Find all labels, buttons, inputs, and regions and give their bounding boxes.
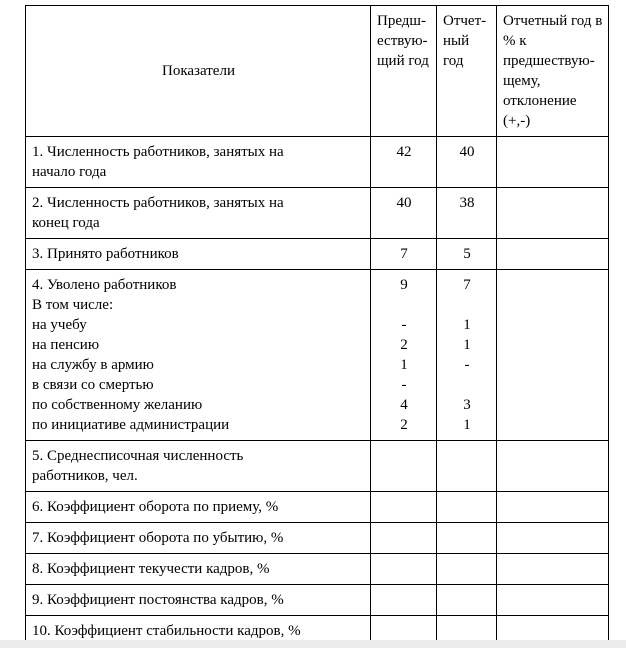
table-row [26, 239, 609, 270]
previous-year-cell [371, 554, 437, 585]
previous-year-value [377, 497, 431, 517]
percent-value [503, 590, 603, 610]
previous-year-cell [371, 523, 437, 554]
table-row [26, 270, 609, 441]
row-label-line: 9. Коэффициент постоянства кадров, % [32, 592, 284, 608]
reporting-year-value [443, 497, 491, 517]
previous-year-value [377, 528, 431, 548]
previous-year-cell [371, 270, 437, 441]
reporting-year-value [443, 621, 491, 641]
previous-year-value: 1 [400, 357, 408, 373]
row-label-line: 8. Коэффициент текучести кадров, % [32, 561, 270, 577]
percent-value [503, 244, 603, 264]
previous-year-cell [371, 441, 437, 492]
row-label-line: в связи со смертью [32, 377, 154, 393]
previous-year-value [377, 621, 431, 641]
previous-year-cell [371, 492, 437, 523]
previous-year-value: - [401, 317, 407, 333]
row-label-line: начало года [32, 164, 107, 180]
table-row [26, 441, 609, 492]
row-label-line: на пенсию [32, 337, 100, 353]
row-label-line: 3. Принято работников [32, 246, 179, 262]
reporting-year-cell [437, 523, 497, 554]
reporting-year-cell [437, 137, 497, 188]
row-label-cell [26, 188, 371, 239]
reporting-year-cell [437, 188, 497, 239]
table-header-row [26, 6, 609, 137]
reporting-year-cell [437, 492, 497, 523]
reporting-year-value: 1 [463, 317, 471, 333]
reporting-year-value [443, 295, 491, 315]
previous-year-value [377, 446, 431, 466]
percent-cell [497, 441, 609, 492]
reporting-year-value: 1 [463, 337, 471, 353]
row-label-line: 2. Численность работников, занятых на [32, 195, 284, 211]
percent-cell [497, 188, 609, 239]
row-label-cell [26, 585, 371, 616]
percent-cell [497, 492, 609, 523]
reporting-year-cell [437, 585, 497, 616]
row-label-cell [26, 523, 371, 554]
row-label-cell [26, 441, 371, 492]
percent-value [503, 497, 603, 517]
staff-indicators-table [25, 5, 609, 647]
reporting-year-value [443, 528, 491, 548]
percent-value [503, 446, 603, 466]
previous-year-value: 7 [400, 246, 408, 262]
percent-cell [497, 523, 609, 554]
table-row [26, 523, 609, 554]
row-label-line: 6. Коэффициент оборота по приему, % [32, 499, 279, 515]
row-label-line: по инициативе администрации [32, 417, 230, 433]
row-label-line: работников, чел. [32, 468, 138, 484]
row-label-line: по собственному желанию [32, 397, 203, 413]
reporting-year-value: 5 [463, 246, 471, 262]
previous-year-value: 4 [400, 397, 408, 413]
reporting-year-cell [437, 441, 497, 492]
reporting-year-value [443, 446, 491, 466]
row-label-line: 1. Численность работников, занятых на [32, 144, 284, 160]
row-label-cell [26, 270, 371, 441]
previous-year-value [377, 295, 431, 315]
header-previous-year-label: Предшествующий год [377, 13, 429, 69]
header-reporting-year [437, 6, 497, 137]
header-percent-label: Отчетный год в % к предшествующему, отклонение (+,-) [503, 13, 603, 129]
previous-year-value: 40 [396, 195, 412, 211]
row-label-line: 5. Среднесписочная численность [32, 448, 244, 464]
row-label-line: конец года [32, 215, 100, 231]
reporting-year-cell [437, 270, 497, 441]
reporting-year-value: 7 [463, 277, 471, 293]
percent-cell [497, 239, 609, 270]
previous-year-value [377, 559, 431, 579]
reporting-year-value [443, 559, 491, 579]
row-label-cell [26, 239, 371, 270]
table-row [26, 585, 609, 616]
previous-year-cell [371, 188, 437, 239]
percent-cell [497, 554, 609, 585]
row-label-line: 4. Уволено работников [32, 277, 177, 293]
percent-value [503, 559, 603, 579]
row-label-line: 7. Коэффициент оборота по убытию, % [32, 530, 284, 546]
header-percent [497, 6, 609, 137]
percent-value [503, 275, 603, 295]
previous-year-value: 2 [400, 417, 408, 433]
row-label-line: на учебу [32, 317, 87, 333]
previous-year-cell [371, 137, 437, 188]
reporting-year-cell [437, 554, 497, 585]
table-row [26, 188, 609, 239]
reporting-year-value: 40 [459, 144, 475, 160]
header-indicator [26, 6, 371, 137]
table-row [26, 137, 609, 188]
previous-year-cell [371, 239, 437, 270]
percent-value [503, 193, 603, 213]
table-row [26, 492, 609, 523]
reporting-year-cell [437, 239, 497, 270]
row-label-cell [26, 137, 371, 188]
header-previous-year [371, 6, 437, 137]
reporting-year-value [443, 375, 491, 395]
previous-year-value: 2 [400, 337, 408, 353]
previous-year-value: - [401, 377, 407, 393]
previous-year-value: 9 [400, 277, 408, 293]
percent-cell [497, 270, 609, 441]
percent-cell [497, 585, 609, 616]
reporting-year-value: 1 [463, 417, 471, 433]
reporting-year-value: 3 [463, 397, 471, 413]
header-indicator-label: Показатели [162, 63, 235, 79]
previous-year-cell [371, 585, 437, 616]
row-label-cell [26, 492, 371, 523]
percent-value [503, 621, 603, 641]
header-reporting-year-label: Отчетный год [443, 13, 487, 69]
row-label-line: 10. Коэффициент стабильности кадров, % [32, 623, 301, 639]
page-bottom-strip [0, 640, 626, 648]
row-label-line: В том числе: [32, 297, 114, 313]
reporting-year-value: 38 [459, 195, 475, 211]
reporting-year-value: - [464, 357, 470, 373]
percent-value [503, 528, 603, 548]
percent-value [503, 142, 603, 162]
table-row [26, 554, 609, 585]
previous-year-value [377, 590, 431, 610]
row-label-cell [26, 554, 371, 585]
row-label-line: на службу в армию [32, 357, 154, 373]
previous-year-value: 42 [396, 144, 412, 160]
reporting-year-value [443, 590, 491, 610]
percent-cell [497, 137, 609, 188]
